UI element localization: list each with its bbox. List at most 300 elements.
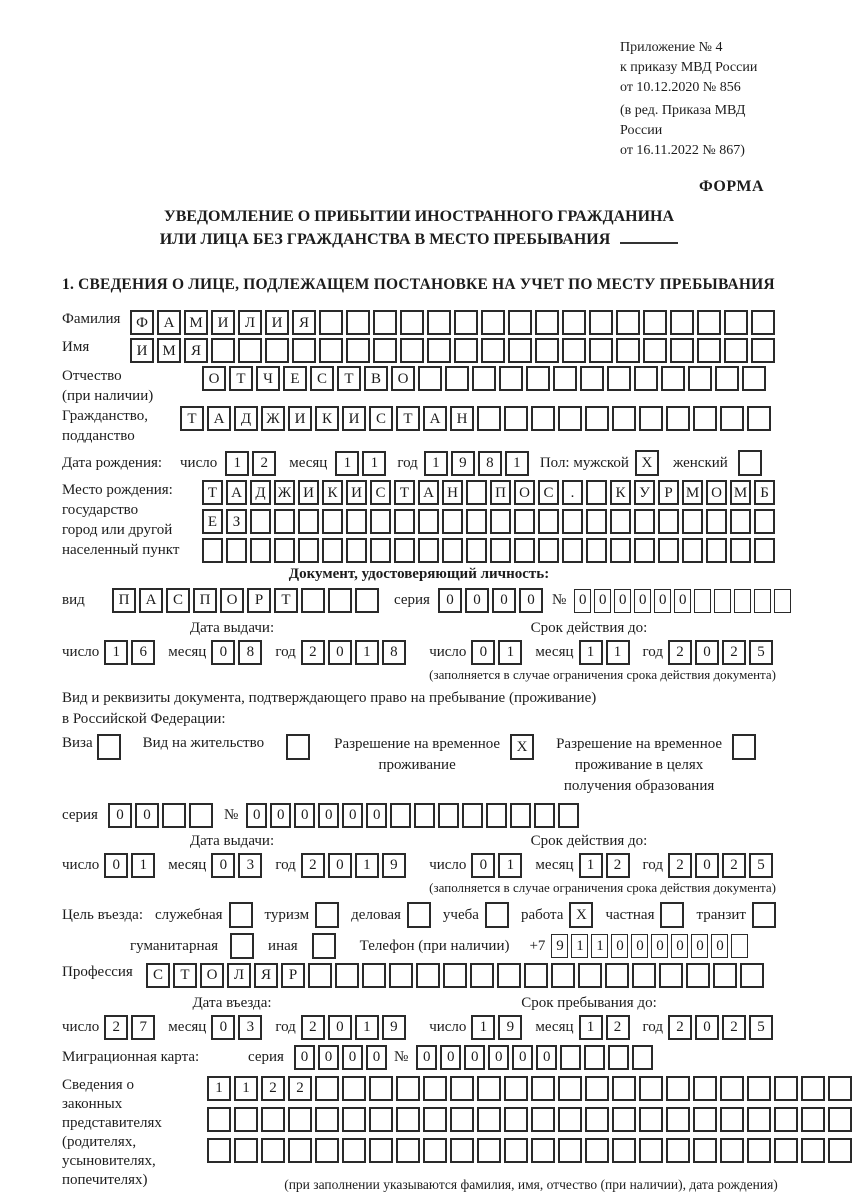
char-cell[interactable] (369, 1138, 393, 1163)
char-cell[interactable]: 1 (606, 640, 630, 665)
char-cell[interactable]: 0 (342, 803, 363, 828)
char-cell[interactable] (774, 589, 791, 613)
char-cell[interactable]: 1 (579, 853, 603, 878)
char-cell[interactable] (226, 538, 247, 563)
char-cell[interactable] (301, 588, 325, 613)
char-cell[interactable] (373, 310, 397, 335)
char-cell[interactable] (414, 803, 435, 828)
char-cell[interactable]: 0 (512, 1045, 533, 1070)
char-cell[interactable] (443, 963, 467, 988)
char-cell[interactable] (510, 803, 531, 828)
char-cell[interactable]: Я (292, 310, 316, 335)
char-cell[interactable]: 0 (471, 640, 495, 665)
char-cell[interactable] (693, 1138, 717, 1163)
char-cell[interactable] (202, 538, 223, 563)
char-cell[interactable] (558, 1138, 582, 1163)
char-cell[interactable]: П (490, 480, 511, 505)
char-cell[interactable] (504, 1138, 528, 1163)
char-cell[interactable] (639, 1076, 663, 1101)
char-cell[interactable]: 0 (519, 588, 543, 613)
char-cell[interactable] (274, 509, 295, 534)
char-cell[interactable] (534, 803, 555, 828)
char-cell[interactable]: 1 (498, 853, 522, 878)
char-cell[interactable]: 1 (498, 640, 522, 665)
char-cell[interactable]: И (346, 480, 367, 505)
char-cell[interactable] (288, 1107, 312, 1132)
char-cell[interactable]: З (226, 509, 247, 534)
char-cell[interactable] (346, 310, 370, 335)
char-cell[interactable]: 1 (579, 1015, 603, 1040)
char-cell[interactable] (682, 538, 703, 563)
char-cell[interactable] (477, 1107, 501, 1132)
char-cell[interactable]: Н (442, 480, 463, 505)
char-cell[interactable] (370, 538, 391, 563)
char-cell[interactable] (538, 509, 559, 534)
purpose-transit-checkbox[interactable] (752, 902, 776, 928)
char-cell[interactable] (585, 1076, 609, 1101)
char-cell[interactable] (697, 310, 721, 335)
char-cell[interactable]: 2 (668, 1015, 692, 1040)
char-cell[interactable] (694, 589, 711, 613)
char-cell[interactable] (693, 1107, 717, 1132)
char-cell[interactable] (477, 406, 501, 431)
char-cell[interactable]: Р (247, 588, 271, 613)
char-cell[interactable]: Е (202, 509, 223, 534)
char-cell[interactable] (396, 1107, 420, 1132)
char-cell[interactable] (322, 509, 343, 534)
char-cell[interactable]: . (562, 480, 583, 505)
char-cell[interactable]: М (184, 310, 208, 335)
char-cell[interactable]: 2 (606, 1015, 630, 1040)
char-cell[interactable] (828, 1107, 852, 1132)
char-cell[interactable] (612, 406, 636, 431)
char-cell[interactable] (730, 538, 751, 563)
purpose-work-checkbox[interactable]: X (569, 902, 593, 928)
char-cell[interactable] (292, 338, 316, 363)
char-cell[interactable] (477, 1138, 501, 1163)
char-cell[interactable]: Ж (274, 480, 295, 505)
char-cell[interactable]: М (682, 480, 703, 505)
char-cell[interactable]: В (364, 366, 388, 391)
char-cell[interactable] (390, 803, 411, 828)
char-cell[interactable]: 1 (505, 451, 529, 476)
char-cell[interactable] (315, 1138, 339, 1163)
char-cell[interactable]: 1 (234, 1076, 258, 1101)
char-cell[interactable]: П (112, 588, 136, 613)
char-cell[interactable] (754, 509, 775, 534)
char-cell[interactable] (742, 366, 766, 391)
char-cell[interactable] (666, 1076, 690, 1101)
char-cell[interactable]: 8 (382, 640, 406, 665)
purpose-tourism-checkbox[interactable] (315, 902, 339, 928)
sex-female-checkbox[interactable] (738, 450, 762, 476)
char-cell[interactable] (396, 1076, 420, 1101)
char-cell[interactable] (747, 1076, 771, 1101)
char-cell[interactable] (418, 509, 439, 534)
char-cell[interactable] (801, 1138, 825, 1163)
char-cell[interactable]: А (423, 406, 447, 431)
char-cell[interactable] (658, 538, 679, 563)
char-cell[interactable] (342, 1138, 366, 1163)
char-cell[interactable]: 9 (451, 451, 475, 476)
char-cell[interactable]: Т (274, 588, 298, 613)
char-cell[interactable] (643, 338, 667, 363)
char-cell[interactable] (706, 538, 727, 563)
char-cell[interactable] (774, 1138, 798, 1163)
char-cell[interactable] (418, 366, 442, 391)
char-cell[interactable] (607, 366, 631, 391)
char-cell[interactable]: Л (238, 310, 262, 335)
char-cell[interactable]: Д (250, 480, 271, 505)
char-cell[interactable] (666, 1107, 690, 1132)
purpose-study-checkbox[interactable] (485, 902, 509, 928)
char-cell[interactable] (319, 310, 343, 335)
char-cell[interactable]: И (288, 406, 312, 431)
char-cell[interactable] (416, 963, 440, 988)
char-cell[interactable] (514, 509, 535, 534)
char-cell[interactable]: 0 (294, 1045, 315, 1070)
char-cell[interactable] (454, 338, 478, 363)
char-cell[interactable] (585, 406, 609, 431)
char-cell[interactable]: 0 (366, 803, 387, 828)
char-cell[interactable]: 2 (301, 853, 325, 878)
char-cell[interactable] (504, 1076, 528, 1101)
char-cell[interactable]: А (139, 588, 163, 613)
char-cell[interactable] (423, 1138, 447, 1163)
char-cell[interactable] (427, 310, 451, 335)
char-cell[interactable] (342, 1076, 366, 1101)
char-cell[interactable]: 9 (382, 853, 406, 878)
char-cell[interactable] (298, 509, 319, 534)
char-cell[interactable] (438, 803, 459, 828)
char-cell[interactable] (586, 509, 607, 534)
char-cell[interactable]: 0 (211, 640, 235, 665)
char-cell[interactable] (720, 406, 744, 431)
purpose-official-checkbox[interactable] (229, 902, 253, 928)
char-cell[interactable] (720, 1076, 744, 1101)
char-cell[interactable] (670, 338, 694, 363)
char-cell[interactable] (250, 538, 271, 563)
char-cell[interactable] (531, 1138, 555, 1163)
char-cell[interactable] (370, 509, 391, 534)
char-cell[interactable]: Б (754, 480, 775, 505)
char-cell[interactable] (720, 1138, 744, 1163)
char-cell[interactable] (740, 963, 764, 988)
char-cell[interactable] (442, 509, 463, 534)
char-cell[interactable] (828, 1076, 852, 1101)
char-cell[interactable] (558, 1076, 582, 1101)
char-cell[interactable] (234, 1138, 258, 1163)
char-cell[interactable] (562, 509, 583, 534)
char-cell[interactable]: 1 (571, 934, 588, 958)
char-cell[interactable] (562, 538, 583, 563)
char-cell[interactable] (774, 1107, 798, 1132)
char-cell[interactable] (261, 1107, 285, 1132)
char-cell[interactable]: 0 (691, 934, 708, 958)
char-cell[interactable]: Ж (261, 406, 285, 431)
char-cell[interactable]: Т (394, 480, 415, 505)
char-cell[interactable]: 1 (362, 451, 386, 476)
char-cell[interactable] (714, 589, 731, 613)
char-cell[interactable] (207, 1138, 231, 1163)
char-cell[interactable] (658, 509, 679, 534)
char-cell[interactable] (261, 1138, 285, 1163)
char-cell[interactable] (400, 310, 424, 335)
char-cell[interactable] (585, 1138, 609, 1163)
char-cell[interactable]: И (211, 310, 235, 335)
char-cell[interactable] (531, 1107, 555, 1132)
char-cell[interactable]: Е (283, 366, 307, 391)
char-cell[interactable]: О (220, 588, 244, 613)
char-cell[interactable]: 0 (342, 1045, 363, 1070)
char-cell[interactable] (643, 310, 667, 335)
char-cell[interactable] (466, 480, 487, 505)
purpose-business-checkbox[interactable] (407, 902, 431, 928)
char-cell[interactable]: Р (658, 480, 679, 505)
char-cell[interactable] (608, 1045, 629, 1070)
char-cell[interactable]: 3 (238, 1015, 262, 1040)
char-cell[interactable] (639, 1138, 663, 1163)
char-cell[interactable] (445, 366, 469, 391)
char-cell[interactable] (450, 1138, 474, 1163)
char-cell[interactable]: 2 (722, 1015, 746, 1040)
char-cell[interactable]: 1 (424, 451, 448, 476)
char-cell[interactable]: 0 (318, 1045, 339, 1070)
char-cell[interactable] (342, 1107, 366, 1132)
char-cell[interactable] (589, 310, 613, 335)
char-cell[interactable] (589, 338, 613, 363)
char-cell[interactable]: 0 (270, 803, 291, 828)
char-cell[interactable]: 0 (471, 853, 495, 878)
char-cell[interactable] (774, 1076, 798, 1101)
char-cell[interactable] (706, 509, 727, 534)
char-cell[interactable] (578, 963, 602, 988)
char-cell[interactable] (616, 310, 640, 335)
char-cell[interactable]: П (193, 588, 217, 613)
char-cell[interactable]: 9 (551, 934, 568, 958)
char-cell[interactable] (538, 538, 559, 563)
char-cell[interactable] (586, 480, 607, 505)
char-cell[interactable] (466, 538, 487, 563)
char-cell[interactable] (715, 366, 739, 391)
char-cell[interactable] (535, 338, 559, 363)
char-cell[interactable]: 8 (238, 640, 262, 665)
char-cell[interactable]: 0 (695, 640, 719, 665)
char-cell[interactable]: 5 (749, 853, 773, 878)
residence-permit-checkbox[interactable] (286, 734, 310, 760)
char-cell[interactable]: О (706, 480, 727, 505)
char-cell[interactable] (754, 538, 775, 563)
char-cell[interactable] (632, 963, 656, 988)
char-cell[interactable]: С (538, 480, 559, 505)
char-cell[interactable]: Т (202, 480, 223, 505)
char-cell[interactable] (335, 963, 359, 988)
char-cell[interactable] (308, 963, 332, 988)
char-cell[interactable] (442, 538, 463, 563)
char-cell[interactable] (298, 538, 319, 563)
char-cell[interactable] (508, 310, 532, 335)
char-cell[interactable] (526, 366, 550, 391)
char-cell[interactable] (747, 406, 771, 431)
char-cell[interactable] (562, 310, 586, 335)
char-cell[interactable] (747, 1138, 771, 1163)
char-cell[interactable]: А (418, 480, 439, 505)
char-cell[interactable] (322, 538, 343, 563)
char-cell[interactable] (481, 310, 505, 335)
char-cell[interactable] (362, 963, 386, 988)
char-cell[interactable]: 1 (355, 853, 379, 878)
char-cell[interactable] (610, 538, 631, 563)
char-cell[interactable] (731, 934, 748, 958)
char-cell[interactable] (693, 1076, 717, 1101)
char-cell[interactable] (462, 803, 483, 828)
char-cell[interactable]: 0 (328, 640, 352, 665)
char-cell[interactable] (535, 310, 559, 335)
char-cell[interactable] (466, 509, 487, 534)
char-cell[interactable]: 1 (131, 853, 155, 878)
char-cell[interactable] (369, 1107, 393, 1132)
char-cell[interactable]: 9 (498, 1015, 522, 1040)
char-cell[interactable]: К (322, 480, 343, 505)
char-cell[interactable]: 1 (207, 1076, 231, 1101)
char-cell[interactable] (612, 1107, 636, 1132)
char-cell[interactable]: 2 (722, 640, 746, 665)
char-cell[interactable]: 0 (416, 1045, 437, 1070)
char-cell[interactable]: 0 (671, 934, 688, 958)
char-cell[interactable]: У (634, 480, 655, 505)
char-cell[interactable] (693, 406, 717, 431)
char-cell[interactable] (319, 338, 343, 363)
char-cell[interactable] (713, 963, 737, 988)
char-cell[interactable]: Н (450, 406, 474, 431)
char-cell[interactable]: 0 (634, 589, 651, 613)
char-cell[interactable] (265, 338, 289, 363)
char-cell[interactable]: Ч (256, 366, 280, 391)
char-cell[interactable] (497, 963, 521, 988)
char-cell[interactable] (504, 1107, 528, 1132)
char-cell[interactable]: 0 (318, 803, 339, 828)
char-cell[interactable]: 8 (478, 451, 502, 476)
char-cell[interactable] (639, 1107, 663, 1132)
char-cell[interactable]: 9 (382, 1015, 406, 1040)
char-cell[interactable] (423, 1107, 447, 1132)
char-cell[interactable]: 1 (335, 451, 359, 476)
char-cell[interactable] (369, 1076, 393, 1101)
char-cell[interactable] (553, 366, 577, 391)
char-cell[interactable] (724, 310, 748, 335)
char-cell[interactable]: 0 (465, 588, 489, 613)
char-cell[interactable] (584, 1045, 605, 1070)
char-cell[interactable] (355, 588, 379, 613)
char-cell[interactable]: 1 (355, 640, 379, 665)
char-cell[interactable] (661, 366, 685, 391)
char-cell[interactable] (315, 1076, 339, 1101)
char-cell[interactable]: 0 (328, 853, 352, 878)
char-cell[interactable] (697, 338, 721, 363)
char-cell[interactable]: О (202, 366, 226, 391)
char-cell[interactable]: 0 (594, 589, 611, 613)
char-cell[interactable] (639, 406, 663, 431)
char-cell[interactable]: Я (254, 963, 278, 988)
char-cell[interactable] (828, 1138, 852, 1163)
char-cell[interactable]: 0 (211, 1015, 235, 1040)
char-cell[interactable] (686, 963, 710, 988)
char-cell[interactable] (189, 803, 213, 828)
char-cell[interactable]: 1 (579, 640, 603, 665)
char-cell[interactable]: 0 (695, 1015, 719, 1040)
char-cell[interactable] (634, 538, 655, 563)
char-cell[interactable]: 0 (464, 1045, 485, 1070)
char-cell[interactable] (616, 338, 640, 363)
char-cell[interactable]: 0 (438, 588, 462, 613)
char-cell[interactable]: 3 (238, 853, 262, 878)
char-cell[interactable] (610, 509, 631, 534)
char-cell[interactable]: 0 (695, 853, 719, 878)
char-cell[interactable]: 2 (301, 640, 325, 665)
char-cell[interactable] (454, 310, 478, 335)
char-cell[interactable]: 0 (328, 1015, 352, 1040)
char-cell[interactable] (531, 406, 555, 431)
char-cell[interactable]: 2 (104, 1015, 128, 1040)
char-cell[interactable] (586, 538, 607, 563)
char-cell[interactable] (634, 366, 658, 391)
char-cell[interactable] (720, 1107, 744, 1132)
char-cell[interactable]: О (200, 963, 224, 988)
char-cell[interactable] (427, 338, 451, 363)
char-cell[interactable] (751, 310, 775, 335)
char-cell[interactable] (605, 963, 629, 988)
char-cell[interactable] (162, 803, 186, 828)
char-cell[interactable] (250, 509, 271, 534)
char-cell[interactable]: 0 (651, 934, 668, 958)
char-cell[interactable]: 2 (261, 1076, 285, 1101)
char-cell[interactable]: Д (234, 406, 258, 431)
char-cell[interactable] (558, 803, 579, 828)
char-cell[interactable] (481, 338, 505, 363)
char-cell[interactable]: 7 (131, 1015, 155, 1040)
char-cell[interactable]: 2 (722, 853, 746, 878)
char-cell[interactable] (207, 1107, 231, 1132)
char-cell[interactable]: 1 (104, 640, 128, 665)
char-cell[interactable]: А (207, 406, 231, 431)
char-cell[interactable]: Т (229, 366, 253, 391)
sex-male-checkbox[interactable]: X (635, 450, 659, 476)
char-cell[interactable] (288, 1138, 312, 1163)
char-cell[interactable]: Т (396, 406, 420, 431)
char-cell[interactable] (423, 1076, 447, 1101)
char-cell[interactable] (514, 538, 535, 563)
char-cell[interactable]: 2 (252, 451, 276, 476)
char-cell[interactable] (346, 338, 370, 363)
char-cell[interactable] (396, 1138, 420, 1163)
char-cell[interactable]: К (315, 406, 339, 431)
purpose-humanitarian-checkbox[interactable] (230, 933, 254, 959)
char-cell[interactable]: И (342, 406, 366, 431)
char-cell[interactable] (472, 366, 496, 391)
temp-residence-checkbox[interactable]: X (510, 734, 534, 760)
char-cell[interactable]: М (730, 480, 751, 505)
char-cell[interactable]: 0 (654, 589, 671, 613)
char-cell[interactable]: 0 (211, 853, 235, 878)
char-cell[interactable]: Ф (130, 310, 154, 335)
char-cell[interactable]: О (391, 366, 415, 391)
char-cell[interactable] (315, 1107, 339, 1132)
char-cell[interactable]: А (226, 480, 247, 505)
char-cell[interactable] (346, 509, 367, 534)
char-cell[interactable] (634, 509, 655, 534)
char-cell[interactable] (499, 366, 523, 391)
char-cell[interactable] (373, 338, 397, 363)
